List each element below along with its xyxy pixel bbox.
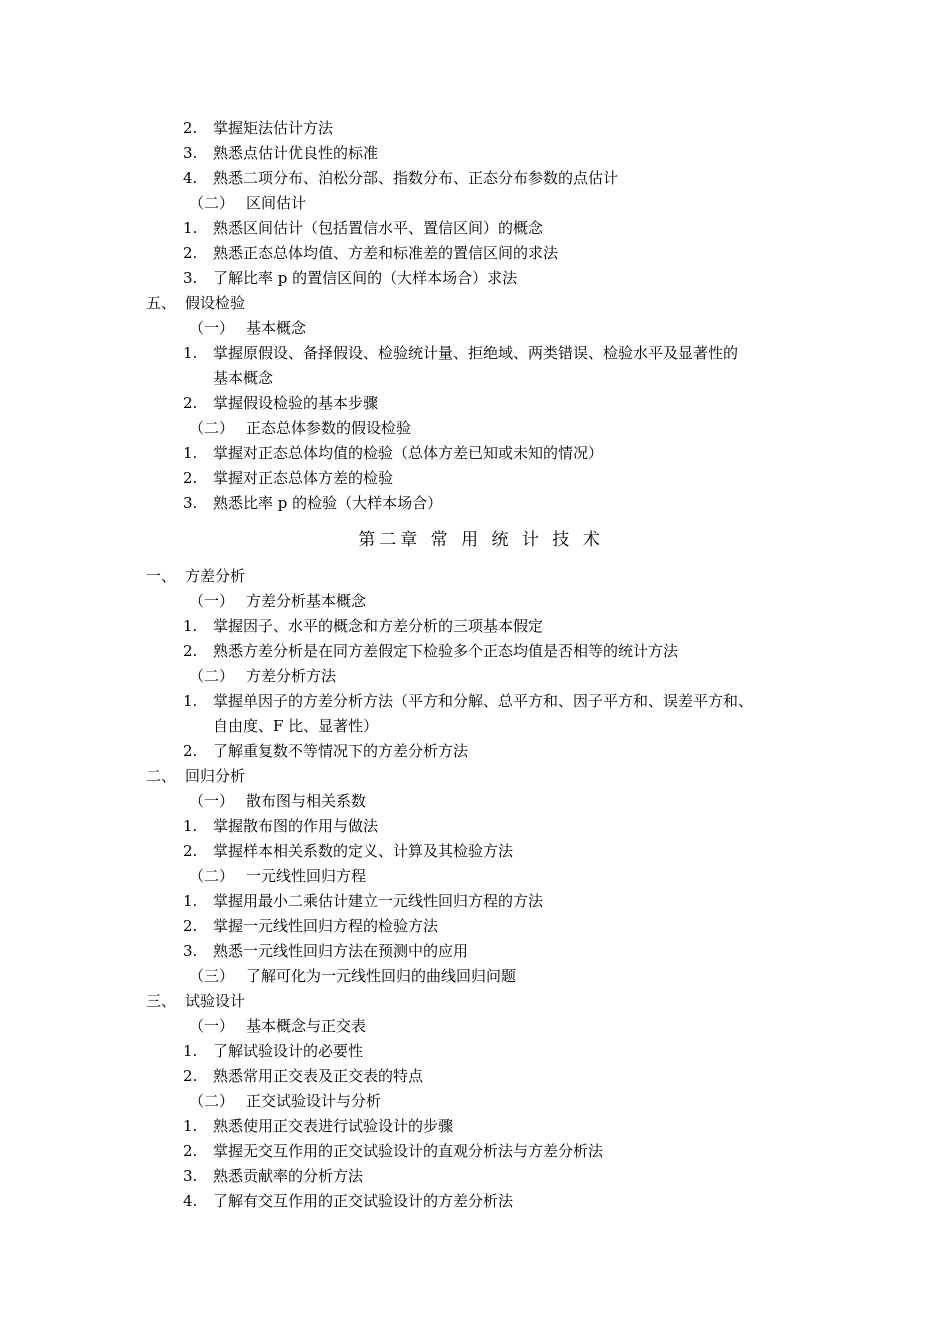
outline-number: 三、 bbox=[146, 992, 177, 1010]
outline-text: 试验设计 bbox=[185, 992, 246, 1010]
outline-number: （三） bbox=[189, 967, 235, 985]
outline-number: 1. bbox=[183, 344, 198, 362]
outline-line bbox=[0, 1189, 950, 1214]
outline-line bbox=[0, 789, 950, 814]
outline-line bbox=[0, 864, 950, 889]
outline-number: （一） bbox=[189, 319, 235, 337]
outline-line bbox=[0, 664, 950, 689]
outline-text: 掌握用最小二乘估计建立一元线性回归方程的方法 bbox=[213, 892, 544, 910]
outline-line bbox=[0, 1164, 950, 1189]
outline-number: 3. bbox=[183, 494, 198, 512]
outline-text: 了解比率 p 的置信区间的（大样本场合）求法 bbox=[213, 269, 518, 287]
outline-number: 1. bbox=[183, 444, 198, 462]
outline-text: 熟悉一元线性回归方法在预测中的应用 bbox=[213, 942, 469, 960]
outline-number: （二） bbox=[189, 419, 235, 437]
outline-text: 熟悉区间估计（包括置信水平、置信区间）的概念 bbox=[213, 219, 544, 237]
outline-number: （一） bbox=[189, 592, 235, 610]
outline-text: 掌握无交互作用的正交试验设计的直观分析法与方差分析法 bbox=[213, 1142, 604, 1160]
outline-text: 一元线性回归方程 bbox=[246, 867, 367, 885]
outline-text: 正交试验设计与分析 bbox=[246, 1092, 382, 1110]
outline-line bbox=[0, 441, 950, 466]
outline-section-1 bbox=[0, 116, 950, 516]
outline-number: 1. bbox=[183, 692, 198, 710]
chapter-title bbox=[0, 516, 950, 564]
outline-number: 3. bbox=[183, 942, 198, 960]
outline-line bbox=[0, 1014, 950, 1039]
outline-text: 熟悉点估计优良性的标准 bbox=[213, 144, 379, 162]
outline-number: 1. bbox=[183, 817, 198, 835]
outline-number: 1. bbox=[183, 1117, 198, 1135]
outline-text-continuation: 自由度、F 比、显著性） bbox=[213, 717, 379, 735]
outline-line bbox=[0, 564, 950, 589]
outline-number: （一） bbox=[189, 1017, 235, 1035]
outline-number: 1. bbox=[183, 892, 198, 910]
outline-text: 了解可化为一元线性回归的曲线回归问题 bbox=[246, 967, 517, 985]
outline-number: 3. bbox=[183, 269, 198, 287]
outline-number: 2. bbox=[183, 642, 198, 660]
outline-line bbox=[0, 814, 950, 839]
outline-line bbox=[0, 266, 950, 291]
outline-line bbox=[0, 639, 950, 664]
outline-number: 2. bbox=[183, 394, 198, 412]
outline-text: 熟悉比率 p 的检验（大样本场合） bbox=[213, 494, 443, 512]
outline-line bbox=[0, 116, 950, 141]
outline-number: （二） bbox=[189, 667, 235, 685]
outline-number: 一、 bbox=[146, 567, 177, 585]
outline-text: 方差分析 bbox=[185, 567, 246, 585]
outline-text: 了解试验设计的必要性 bbox=[213, 1042, 364, 1060]
outline-text: 熟悉常用正交表及正交表的特点 bbox=[213, 1067, 424, 1085]
outline-number: 1. bbox=[183, 617, 198, 635]
outline-number: 2. bbox=[183, 1142, 198, 1160]
outline-text: 区间估计 bbox=[246, 194, 307, 212]
outline-line bbox=[0, 316, 950, 341]
outline-text: 方差分析方法 bbox=[246, 667, 337, 685]
outline-number: 3. bbox=[183, 1167, 198, 1185]
outline-text: 掌握对正态总体方差的检验 bbox=[213, 469, 394, 487]
outline-line bbox=[0, 1089, 950, 1114]
outline-line bbox=[0, 614, 950, 639]
outline-line bbox=[0, 889, 950, 914]
outline-text: 掌握单因子的方差分析方法（平方和分解、总平方和、因子平方和、误差平方和、 bbox=[213, 692, 754, 710]
outline-line bbox=[0, 914, 950, 939]
outline-text: 熟悉方差分析是在同方差假定下检验多个正态均值是否相等的统计方法 bbox=[213, 642, 679, 660]
outline-text: 熟悉使用正交表进行试验设计的步骤 bbox=[213, 1117, 454, 1135]
outline-text: 掌握假设检验的基本步骤 bbox=[213, 394, 379, 412]
outline-text: 正态总体参数的假设检验 bbox=[246, 419, 412, 437]
outline-number: 2. bbox=[183, 1067, 198, 1085]
outline-text: 掌握原假设、备择假设、检验统计量、拒绝域、两类错误、检验水平及显著性的 bbox=[213, 344, 739, 362]
chapter-title-text: 第二章 常 用 统 计 技 术 bbox=[358, 530, 604, 550]
outline-line bbox=[0, 689, 950, 714]
outline-text: 掌握一元线性回归方程的检验方法 bbox=[213, 917, 439, 935]
outline-number: 2. bbox=[183, 244, 198, 262]
outline-text: 掌握对正态总体均值的检验（总体方差已知或未知的情况） bbox=[213, 444, 604, 462]
outline-text: 基本概念 bbox=[246, 319, 307, 337]
outline-text: 熟悉二项分布、泊松分部、指数分布、正态分布参数的点估计 bbox=[213, 169, 619, 187]
outline-text-continuation: 基本概念 bbox=[213, 369, 274, 387]
outline-line bbox=[0, 466, 950, 491]
outline-number: 4. bbox=[183, 169, 198, 187]
outline-line bbox=[0, 1039, 950, 1064]
outline-number: （二） bbox=[189, 867, 235, 885]
document-body bbox=[0, 116, 950, 1214]
outline-text: 熟悉贡献率的分析方法 bbox=[213, 1167, 364, 1185]
outline-number: 3. bbox=[183, 144, 198, 162]
outline-text: 散布图与相关系数 bbox=[246, 792, 367, 810]
outline-text: 假设检验 bbox=[185, 294, 246, 312]
outline-text: 掌握样本相关系数的定义、计算及其检验方法 bbox=[213, 842, 514, 860]
outline-text: 回归分析 bbox=[185, 767, 246, 785]
outline-line bbox=[0, 1114, 950, 1139]
outline-line bbox=[0, 141, 950, 166]
outline-line bbox=[0, 241, 950, 266]
outline-number: 1. bbox=[183, 219, 198, 237]
outline-text: 掌握矩法估计方法 bbox=[213, 119, 334, 137]
outline-line bbox=[0, 1139, 950, 1164]
outline-line bbox=[0, 216, 950, 241]
outline-number: （二） bbox=[189, 1092, 235, 1110]
outline-number: 二、 bbox=[146, 767, 177, 785]
outline-number: 2. bbox=[183, 119, 198, 137]
outline-number: （二） bbox=[189, 194, 235, 212]
outline-text: 方差分析基本概念 bbox=[246, 592, 367, 610]
outline-line bbox=[0, 341, 950, 366]
outline-text: 了解重复数不等情况下的方差分析方法 bbox=[213, 742, 469, 760]
outline-number: 2. bbox=[183, 742, 198, 760]
outline-line bbox=[0, 491, 950, 516]
outline-section-2 bbox=[0, 564, 950, 1214]
outline-number: 4. bbox=[183, 1192, 198, 1210]
outline-line bbox=[0, 1064, 950, 1089]
outline-text: 熟悉正态总体均值、方差和标准差的置信区间的求法 bbox=[213, 244, 559, 262]
outline-number: （一） bbox=[189, 792, 235, 810]
outline-text: 掌握因子、水平的概念和方差分析的三项基本假定 bbox=[213, 617, 544, 635]
outline-line bbox=[0, 391, 950, 416]
outline-line bbox=[0, 764, 950, 789]
outline-line bbox=[0, 291, 950, 316]
outline-line bbox=[0, 739, 950, 764]
outline-number: 2. bbox=[183, 917, 198, 935]
outline-number: 2. bbox=[183, 842, 198, 860]
outline-text: 掌握散布图的作用与做法 bbox=[213, 817, 379, 835]
outline-line bbox=[0, 839, 950, 864]
outline-line bbox=[0, 964, 950, 989]
outline-number: 1. bbox=[183, 1042, 198, 1060]
outline-line bbox=[0, 416, 950, 441]
outline-line bbox=[0, 191, 950, 216]
outline-number: 五、 bbox=[146, 294, 177, 312]
outline-line-continuation bbox=[0, 714, 950, 739]
outline-line bbox=[0, 939, 950, 964]
outline-line-continuation bbox=[0, 366, 950, 391]
outline-line bbox=[0, 989, 950, 1014]
outline-text: 了解有交互作用的正交试验设计的方差分析法 bbox=[213, 1192, 514, 1210]
outline-text: 基本概念与正交表 bbox=[246, 1017, 367, 1035]
outline-line bbox=[0, 166, 950, 191]
outline-line bbox=[0, 589, 950, 614]
outline-number: 2. bbox=[183, 469, 198, 487]
